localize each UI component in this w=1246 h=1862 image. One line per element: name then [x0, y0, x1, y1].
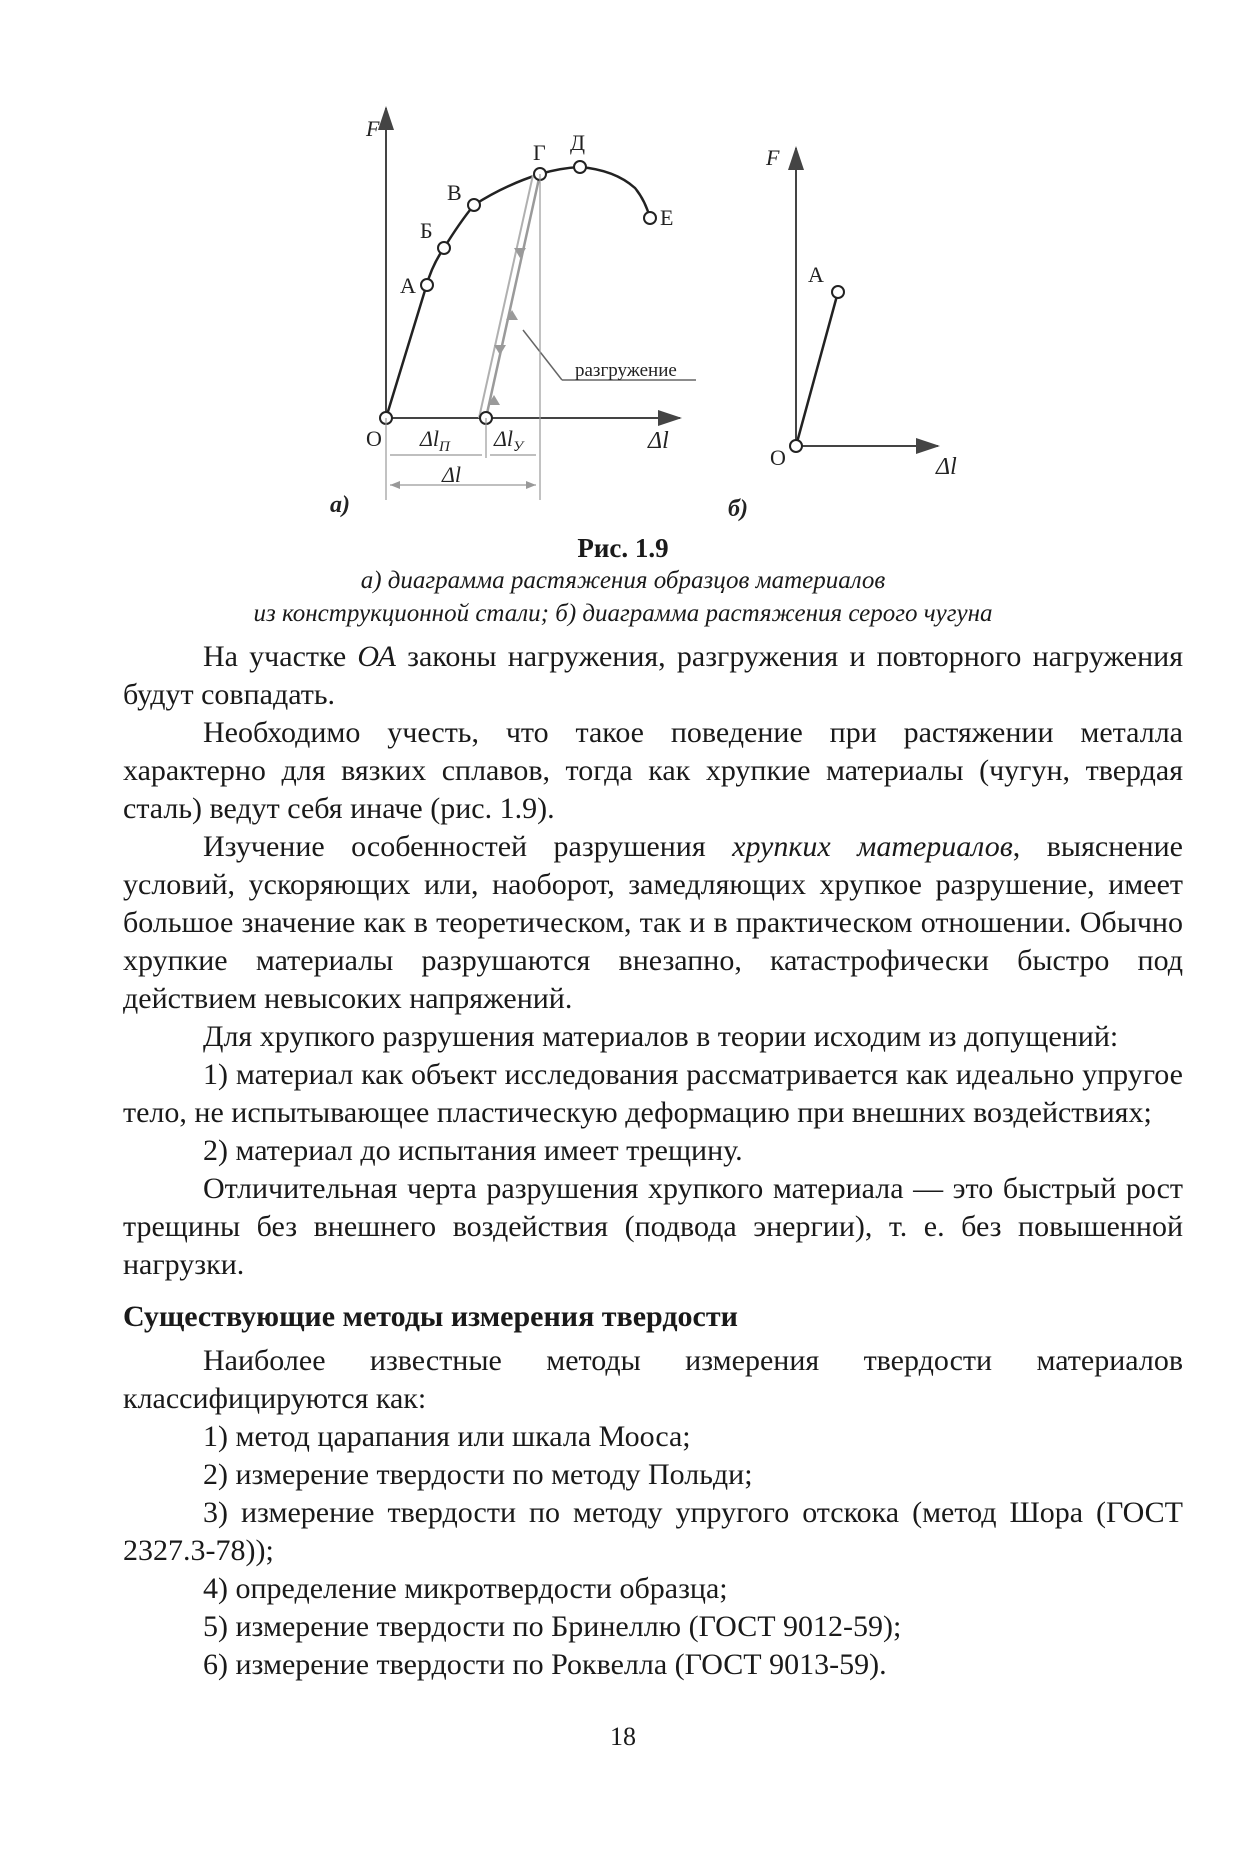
paragraph-3: [123, 828, 1183, 1018]
unload-label-leader: [523, 330, 562, 380]
unloading-line: [486, 174, 540, 418]
point-label-d: Д: [570, 130, 586, 155]
figure-caption-line-2: из конструкционной стали; б) диаграмма растяжения серого чугуна: [253, 600, 993, 627]
diagram-a: [330, 108, 696, 518]
paragraph-4: Для хрупкого разрушения материалов в теории исходим из допущений:: [203, 1020, 1119, 1053]
list-item: 1) метод царапания или шкала Мооса;: [203, 1420, 691, 1453]
point-v-a: [468, 199, 480, 211]
axis-f-label-b: F: [766, 145, 780, 170]
list-item: 2) измерение твердости по методу Польди;: [203, 1458, 753, 1491]
figure-caption-line-1: а) диаграмма растяжения образцов материалов: [360, 567, 886, 594]
paragraph-2: Необходимо учесть, что такое поведение при растяжении металла характерно для вязких сплавов, тогда как хрупкие материалы (чугун, твердая сталь) ведут себя иначе (рис. 1.9).: [123, 716, 1183, 825]
paragraph-1-text-a: На участке: [203, 640, 358, 673]
dim-arrow-1: [390, 481, 400, 489]
paragraph-1: [123, 638, 1183, 714]
paragraph-3-text-b: , выяснение условий, ускоряющих или, наоборот, замедляющих хрупкое разрушение, имеет большое значение как в теоретическом, так и в практическом отношении. Обычно хрупкие материалы разрушаются внезапно, катастрофически быстро под действием невысоких напряжений.: [123, 830, 1183, 1015]
paragraph-6: 2) материал до испытания имеет трещину.: [203, 1134, 743, 1167]
list-item: 3) измерение твердости по методу упругого отскока (метод Шора (ГОСТ 2327.3-78));: [123, 1496, 1183, 1567]
paragraph-5: 1) материал как объект исследования рассматривается как идеально упругое тело, не испытывающее пластическую деформацию при внешних воздействиях;: [123, 1058, 1183, 1129]
dl-p-label: $\Delta l_П$: [420, 426, 450, 455]
section-heading: Существующие методы измерения твердости: [123, 1300, 738, 1333]
list-item: 5) измерение твердости по Бринеллю (ГОСТ 9012-59);: [203, 1610, 902, 1643]
point-a-b: [832, 286, 844, 298]
paragraph-7: Отличительная черта разрушения хрупкого материала — это быстрый рост трещины без внешнего воздействия (подвода энергии), т. е. без повышенной нагрузки.: [123, 1172, 1183, 1281]
list-item: 4) определение микротвердости образца;: [203, 1572, 728, 1605]
point-a-a: [421, 279, 433, 291]
axis-f-label-a: F: [366, 116, 380, 141]
point-label-e: Е: [660, 205, 674, 230]
unload-arrow-2: [494, 345, 506, 355]
brittle-line: [796, 292, 838, 446]
paragraph-3-text-a: Изучение особенностей разрушения: [203, 830, 733, 863]
point-e-a: [644, 212, 656, 224]
paragraph-3-emphasis: хрупких материалов: [732, 830, 1013, 863]
panel-b-label: б): [728, 496, 748, 522]
point-label-b: Б: [420, 218, 433, 243]
point-label-a-b: А: [808, 262, 824, 287]
origin-label-b: O: [770, 445, 786, 470]
unload-label: разгружение: [575, 360, 677, 381]
axis-dl-label-a: Δl: [648, 428, 669, 454]
body-text: [123, 638, 1183, 1684]
axis-dl-label-b: Δl: [936, 454, 957, 480]
dl-total-label: Δl: [442, 462, 462, 487]
reloading-line: [479, 175, 533, 418]
list-item: 6) измерение твердости по Роквелла (ГОСТ 9013-59).: [203, 1648, 887, 1681]
dim-arrow-2: [526, 481, 536, 489]
point-o-b: [790, 440, 802, 452]
diagram-b: [728, 145, 957, 522]
dl-y-label: $\Delta l_У$: [494, 426, 524, 455]
paragraph-1-text-b: законы нагружения, разгружения и повторного нагружения будут совпадать.: [123, 640, 1184, 711]
figure-caption-title: Рис. 1.9: [577, 533, 669, 563]
panel-a-label: а): [330, 492, 350, 518]
page-number: 18: [610, 1722, 636, 1751]
point-d-a: [574, 161, 586, 173]
point-b-a: [438, 242, 450, 254]
paragraph-1-emphasis: ОА: [357, 640, 396, 673]
point-label-g: Г: [533, 140, 546, 165]
point-label-v: В: [447, 180, 462, 205]
point-label-a: А: [400, 273, 416, 298]
paragraph-8: Наиболее известные методы измерения твердости материалов классифицируются как:: [123, 1344, 1183, 1415]
origin-label-a: O: [366, 426, 382, 451]
